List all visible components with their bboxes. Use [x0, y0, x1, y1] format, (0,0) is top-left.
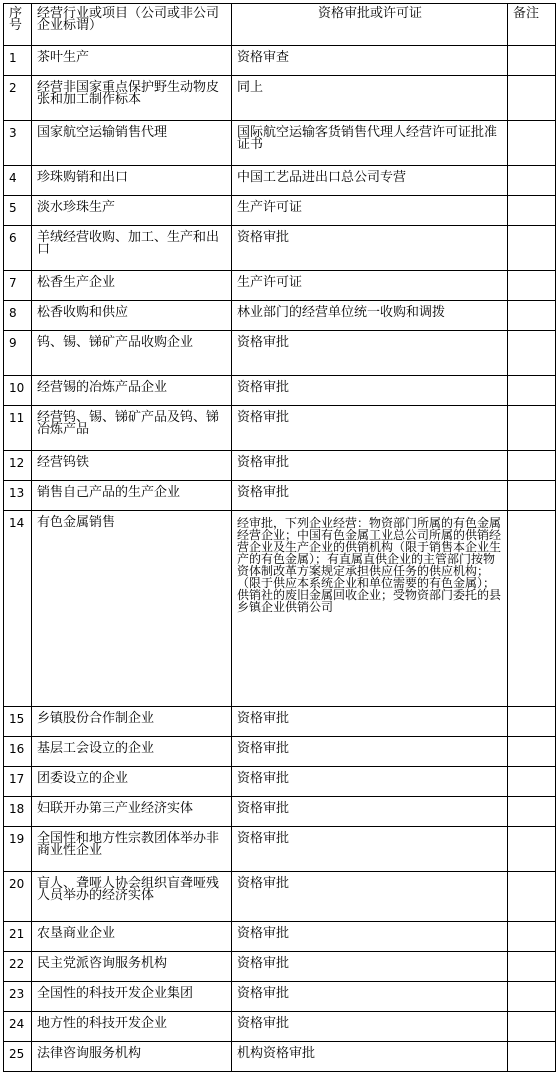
- row-note: [508, 952, 556, 982]
- row-certificate: 资格审批: [232, 226, 508, 271]
- table-row: [4, 1042, 556, 1072]
- row-note: [508, 271, 556, 301]
- row-business: 经营钨铁: [32, 451, 232, 481]
- row-certificate: 资格审批: [232, 331, 508, 376]
- row-business: 钨、锡、锑矿产品收购企业: [32, 331, 232, 376]
- table-row: [4, 271, 556, 301]
- row-serial-number: 14: [4, 511, 32, 707]
- row-business: 团委设立的企业: [32, 767, 232, 797]
- row-business: 基层工会设立的企业: [32, 737, 232, 767]
- row-serial-number: 7: [4, 271, 32, 301]
- row-note: [508, 196, 556, 226]
- table-row: [4, 451, 556, 481]
- row-note: [508, 166, 556, 196]
- table-row: [4, 226, 556, 271]
- row-serial-number: 8: [4, 301, 32, 331]
- license-table: [3, 3, 556, 1072]
- row-serial-number: 20: [4, 872, 32, 922]
- row-serial-number: 11: [4, 406, 32, 451]
- row-business: 淡水珍珠生产: [32, 196, 232, 226]
- row-serial-number: 12: [4, 451, 32, 481]
- row-certificate: 资格审批: [232, 827, 508, 872]
- table-row: [4, 301, 556, 331]
- row-note: [508, 376, 556, 406]
- header-serial-number: 序号: [4, 4, 32, 46]
- row-business: 茶叶生产: [32, 46, 232, 76]
- table-row: [4, 511, 556, 707]
- table-row: [4, 196, 556, 226]
- row-business: 法律咨询服务机构: [32, 1042, 232, 1072]
- table-row: [4, 406, 556, 451]
- row-note: [508, 707, 556, 737]
- row-certificate: 生产许可证: [232, 271, 508, 301]
- row-certificate: 资格审批: [232, 707, 508, 737]
- row-certificate: 资格审查: [232, 46, 508, 76]
- table-row: [4, 331, 556, 376]
- row-note: [508, 301, 556, 331]
- table-row: [4, 827, 556, 872]
- row-serial-number: 9: [4, 331, 32, 376]
- table-row: [4, 76, 556, 121]
- row-note: [508, 46, 556, 76]
- row-business: 销售自己产品的生产企业: [32, 481, 232, 511]
- row-certificate: 资格审批: [232, 376, 508, 406]
- row-business: 松香生产企业: [32, 271, 232, 301]
- row-business: 经营非国家重点保护野生动物皮张和加工制作标本: [32, 76, 232, 121]
- row-note: [508, 121, 556, 166]
- row-certificate: 资格审批: [232, 922, 508, 952]
- table-row: [4, 952, 556, 982]
- row-serial-number: 10: [4, 376, 32, 406]
- row-certificate: 资格审批: [232, 406, 508, 451]
- table-row: [4, 767, 556, 797]
- row-serial-number: 17: [4, 767, 32, 797]
- row-serial-number: 19: [4, 827, 32, 872]
- header-note: 备注: [508, 4, 556, 46]
- table-row: [4, 46, 556, 76]
- row-note: [508, 1012, 556, 1042]
- table-row: [4, 166, 556, 196]
- row-certificate: 资格审批: [232, 451, 508, 481]
- table-row: [4, 737, 556, 767]
- row-serial-number: 5: [4, 196, 32, 226]
- row-certificate: 资格审批: [232, 481, 508, 511]
- row-serial-number: 4: [4, 166, 32, 196]
- row-certificate: 生产许可证: [232, 196, 508, 226]
- row-serial-number: 18: [4, 797, 32, 827]
- row-certificate: 资格审批: [232, 1012, 508, 1042]
- table-row: [4, 872, 556, 922]
- row-certificate: 林业部门的经营单位统一收购和调拨: [232, 301, 508, 331]
- row-note: [508, 226, 556, 271]
- row-note: [508, 1042, 556, 1072]
- row-serial-number: 23: [4, 982, 32, 1012]
- table-row: [4, 121, 556, 166]
- row-business: 国家航空运输销售代理: [32, 121, 232, 166]
- row-note: [508, 982, 556, 1012]
- row-note: [508, 827, 556, 872]
- row-certificate: 资格审批: [232, 872, 508, 922]
- row-serial-number: 6: [4, 226, 32, 271]
- row-certificate: 经审批，下列企业经营：物资部门所属的有色金属经营企业；中国有色金属工业总公司所属的供销经营企业及生产企业的供销机构（限于销售本企业生产的有色金属）；有直属直供企业的主管部门按物资体制改革方案规定承担供应任务的供应机构；（限于供应本系统企业和单位需要的有色金属）；供销社的废旧金属回收企业；受物资部门委托的县乡镇企业供销公司: [232, 511, 508, 707]
- header-business: 经营行业或项目（公司或非公司企业标谓）: [32, 4, 232, 46]
- row-note: [508, 451, 556, 481]
- row-business: 经营锡的冶炼产品企业: [32, 376, 232, 406]
- row-certificate: 中国工艺品进出口总公司专营: [232, 166, 508, 196]
- row-business: 农垦商业企业: [32, 922, 232, 952]
- row-serial-number: 22: [4, 952, 32, 982]
- row-serial-number: 21: [4, 922, 32, 952]
- table-row: [4, 707, 556, 737]
- table-row: [4, 376, 556, 406]
- row-business: 经营钨、锡、锑矿产品及钨、锑冶炼产品: [32, 406, 232, 451]
- row-certificate: 资格审批: [232, 952, 508, 982]
- row-serial-number: 13: [4, 481, 32, 511]
- row-note: [508, 406, 556, 451]
- row-serial-number: 15: [4, 707, 32, 737]
- row-business: 全国性和地方性宗教团体举办非商业性企业: [32, 827, 232, 872]
- row-certificate: 资格审批: [232, 797, 508, 827]
- row-note: [508, 481, 556, 511]
- row-business: 民主党派咨询服务机构: [32, 952, 232, 982]
- row-note: [508, 767, 556, 797]
- table-row: [4, 797, 556, 827]
- row-business: 盲人、聋哑人协会组织盲聋哑残人员举办的经济实体: [32, 872, 232, 922]
- row-business: 松香收购和供应: [32, 301, 232, 331]
- table-body: [4, 46, 556, 1072]
- row-serial-number: 1: [4, 46, 32, 76]
- row-note: [508, 511, 556, 707]
- row-certificate: 资格审批: [232, 982, 508, 1012]
- row-serial-number: 24: [4, 1012, 32, 1042]
- row-serial-number: 2: [4, 76, 32, 121]
- row-certificate: 机构资格审批: [232, 1042, 508, 1072]
- row-note: [508, 331, 556, 376]
- row-note: [508, 922, 556, 952]
- row-certificate: 国际航空运输客货销售代理人经营许可证批准证书: [232, 121, 508, 166]
- row-certificate: 资格审批: [232, 767, 508, 797]
- row-note: [508, 797, 556, 827]
- row-business: 全国性的科技开发企业集团: [32, 982, 232, 1012]
- table-row: [4, 1012, 556, 1042]
- row-business: 珍珠购销和出口: [32, 166, 232, 196]
- row-certificate: 同上: [232, 76, 508, 121]
- row-note: [508, 76, 556, 121]
- row-serial-number: 3: [4, 121, 32, 166]
- row-business: 有色金属销售: [32, 511, 232, 707]
- table-header-row: [4, 4, 556, 46]
- row-business: 乡镇股份合作制企业: [32, 707, 232, 737]
- table-row: [4, 922, 556, 952]
- table-row: [4, 481, 556, 511]
- row-note: [508, 872, 556, 922]
- row-business: 妇联开办第三产业经济实体: [32, 797, 232, 827]
- row-certificate: 资格审批: [232, 737, 508, 767]
- row-serial-number: 16: [4, 737, 32, 767]
- header-certificate: 资格审批或许可证: [232, 4, 508, 46]
- row-business: 地方性的科技开发企业: [32, 1012, 232, 1042]
- row-serial-number: 25: [4, 1042, 32, 1072]
- table-row: [4, 982, 556, 1012]
- row-business: 羊绒经营收购、加工、生产和出口: [32, 226, 232, 271]
- row-note: [508, 737, 556, 767]
